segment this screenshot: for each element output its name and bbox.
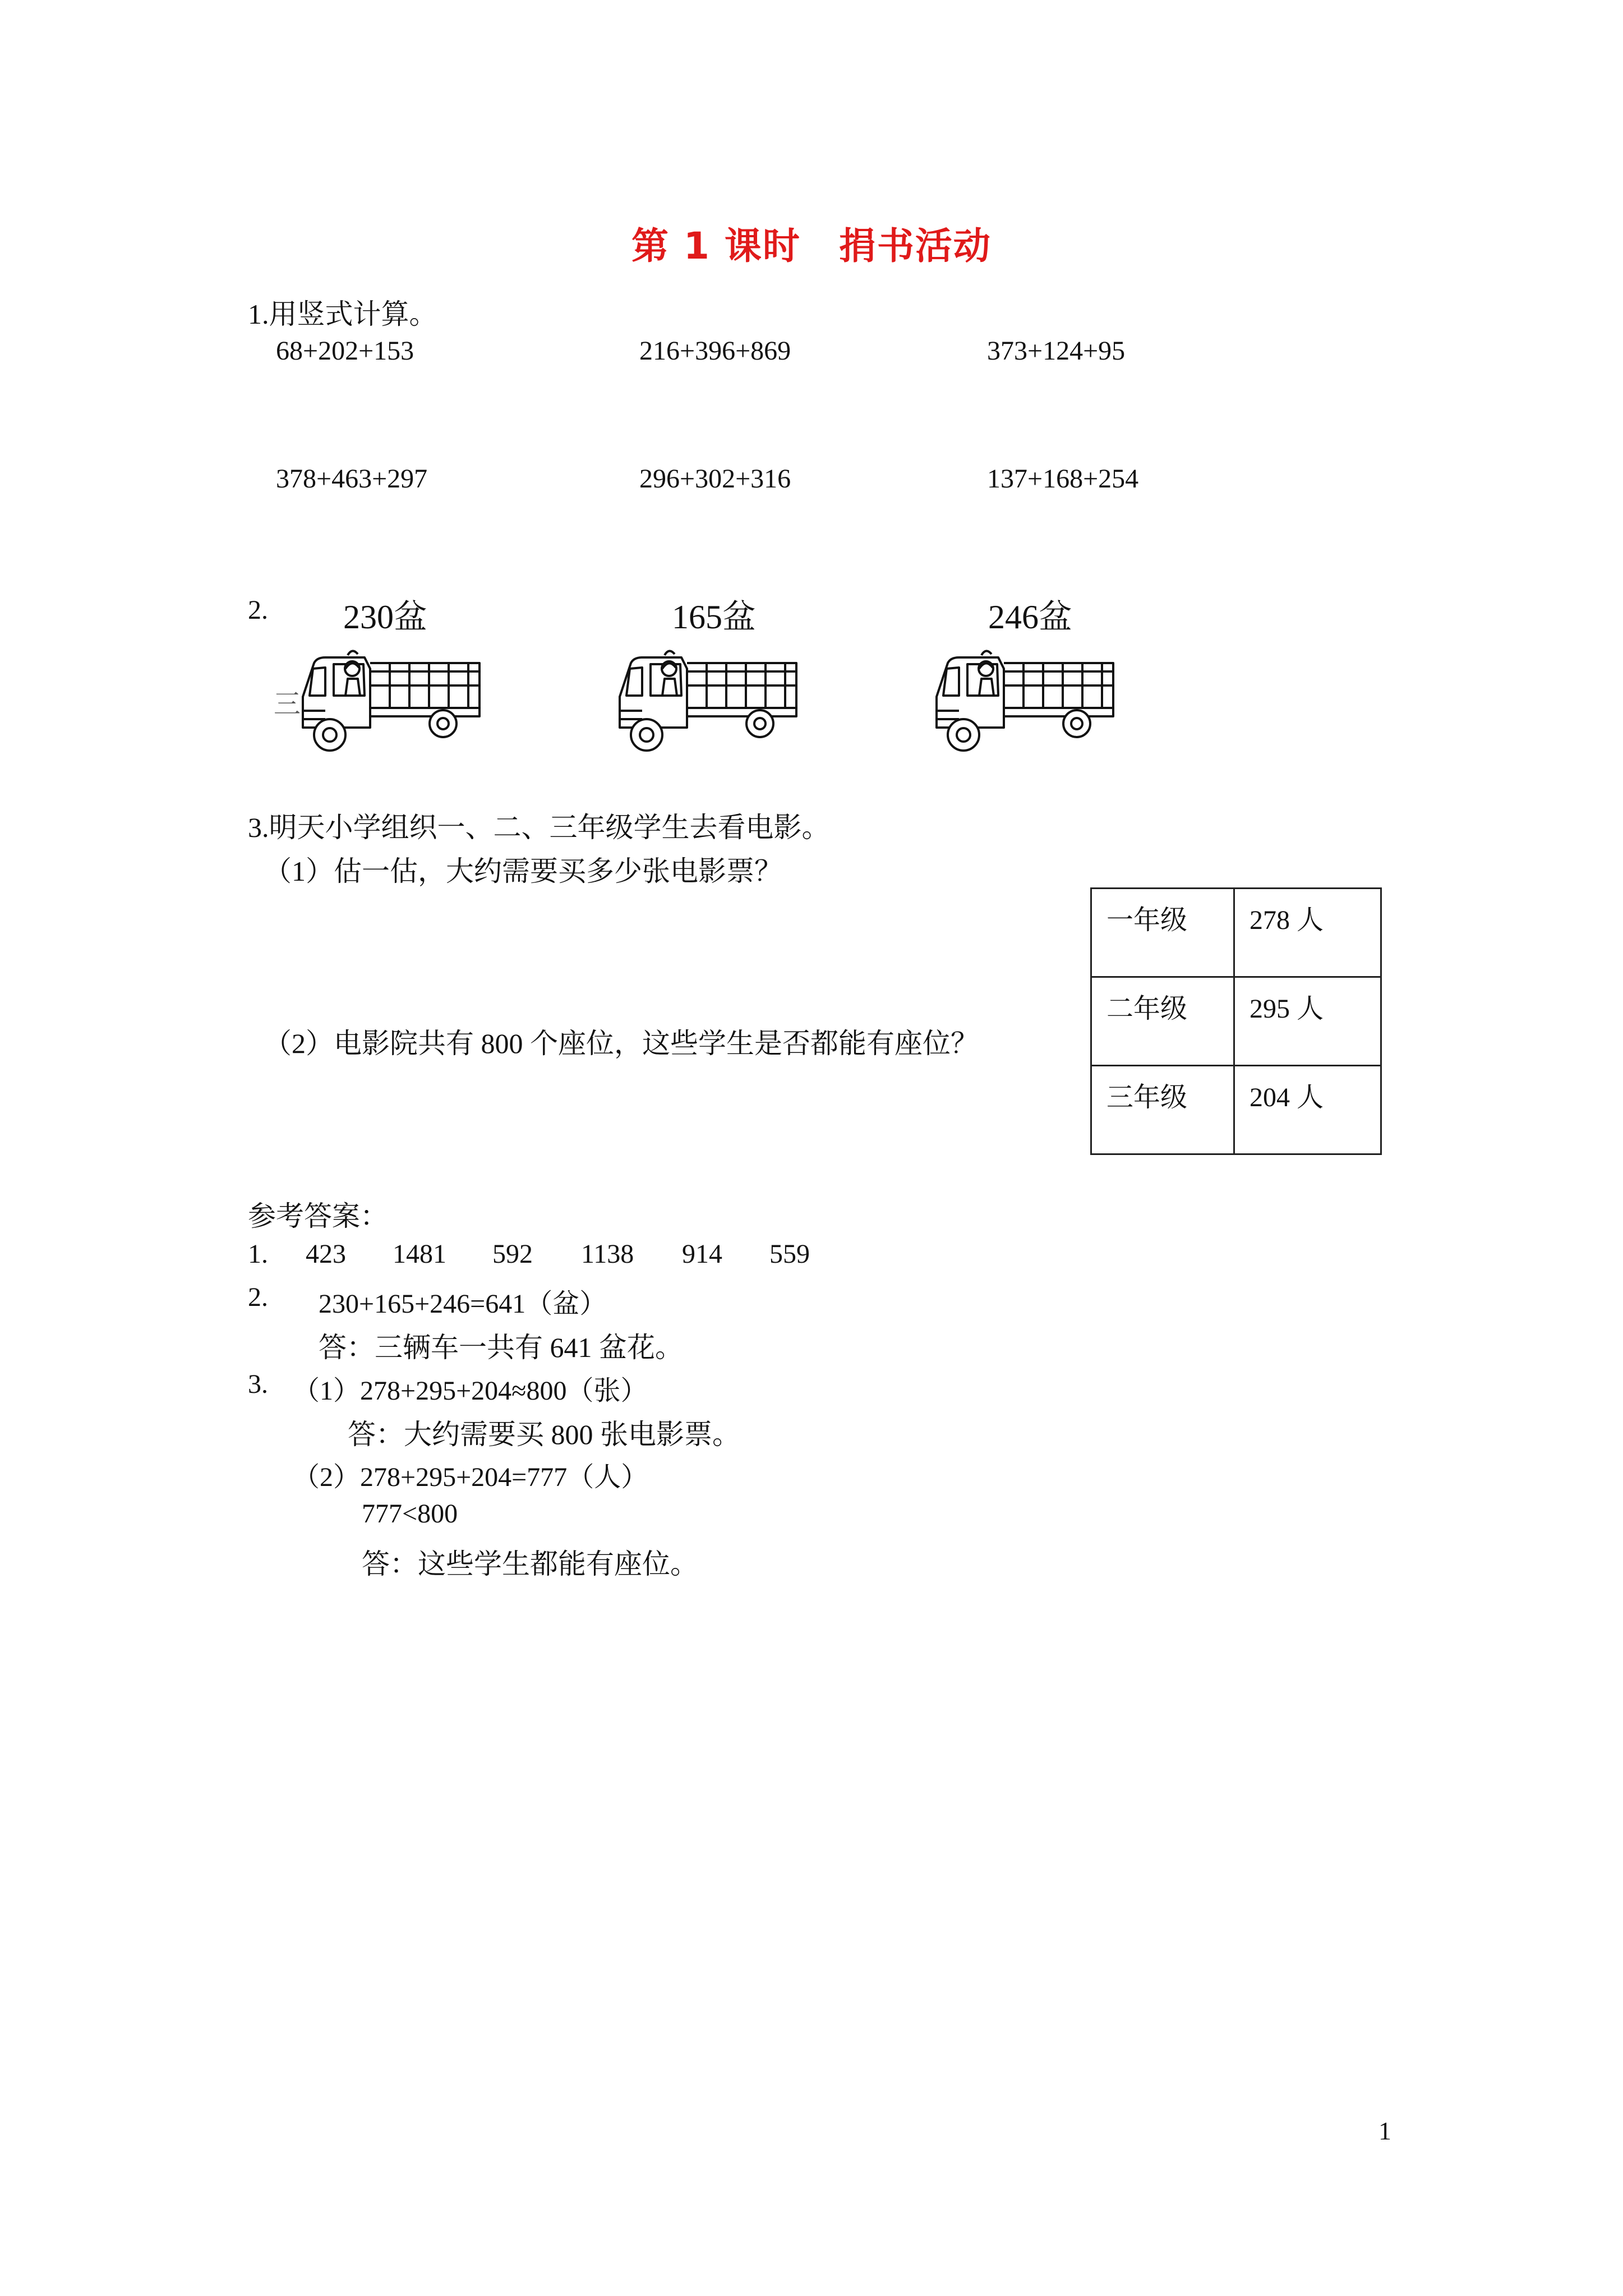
truck-illustration-2 — [608, 629, 805, 758]
question-3-sub-2: （2）电影院共有 800 个座位，这些学生是否都能有座位？ — [264, 1028, 979, 1059]
grade-cell: 二年级 — [1091, 977, 1234, 1066]
answer-2-equation: 230+165+246=641（盆） — [319, 1289, 607, 1319]
page-title: 第 1 课时 捐书活动 — [631, 224, 992, 268]
answers-heading: 参考答案： — [248, 1200, 388, 1232]
count-cell: 204 人 — [1234, 1066, 1381, 1154]
truck-illustration-3 — [925, 629, 1122, 758]
truck-label-3: 246盆 — [988, 599, 1072, 636]
answer-1-value: 1138 — [581, 1239, 634, 1269]
answer-3-statement-2: 答：这些学生都能有座位。 — [362, 1548, 698, 1580]
answer-2-label: 2. — [248, 1282, 268, 1312]
table-row — [1091, 889, 1381, 977]
expression-2-1: 378+463+297 — [276, 464, 428, 494]
truck-label-2: 165盆 — [672, 599, 756, 636]
stray-character: 三 — [274, 689, 301, 719]
answer-1-value: 559 — [769, 1239, 810, 1269]
question-3-label: 3.明天小学组织一、二、三年级学生去看电影。 — [248, 812, 830, 843]
expression-1-3: 373+124+95 — [987, 336, 1126, 366]
answer-1-value: 592 — [492, 1239, 533, 1269]
question-2-label: 2. — [248, 595, 268, 625]
answer-1-value: 423 — [306, 1239, 346, 1269]
table-row — [1091, 977, 1381, 1066]
expression-2-2: 296+302+316 — [639, 464, 791, 494]
answer-3-statement-1: 答：大约需要买 800 张电影票。 — [348, 1419, 740, 1450]
answer-3-comparison: 777<800 — [362, 1499, 458, 1529]
grade-table — [1090, 887, 1382, 1155]
page-number: 1 — [1378, 2116, 1391, 2145]
answer-3-label: 3. — [248, 1369, 268, 1399]
grade-cell: 三年级 — [1091, 1066, 1234, 1154]
count-cell: 278 人 — [1234, 889, 1381, 977]
expression-1-2: 216+396+869 — [639, 336, 791, 366]
grade-cell: 一年级 — [1091, 889, 1234, 977]
question-1-label: 1.用竖式计算。 — [248, 298, 437, 330]
answer-2-statement: 答：三辆车一共有 641 盆花。 — [319, 1332, 683, 1363]
answer-3-equation-1: （1）278+295+204≈800（张） — [293, 1376, 648, 1406]
expression-1-1: 68+202+153 — [276, 336, 414, 366]
truck-illustration-1 — [292, 629, 488, 758]
answer-3-equation-2: （2）278+295+204=777（人） — [293, 1462, 648, 1492]
question-3-sub-1: （1）估一估，大约需要买多少张电影票？ — [264, 855, 782, 887]
expression-2-3: 137+168+254 — [987, 464, 1139, 494]
count-cell: 295 人 — [1234, 977, 1381, 1066]
table-row — [1091, 1066, 1381, 1154]
answer-1-value: 1481 — [393, 1239, 446, 1269]
truck-label-1: 230盆 — [343, 599, 427, 636]
answer-1-value: 914 — [682, 1239, 722, 1269]
answer-1-label: 1. — [248, 1239, 268, 1269]
